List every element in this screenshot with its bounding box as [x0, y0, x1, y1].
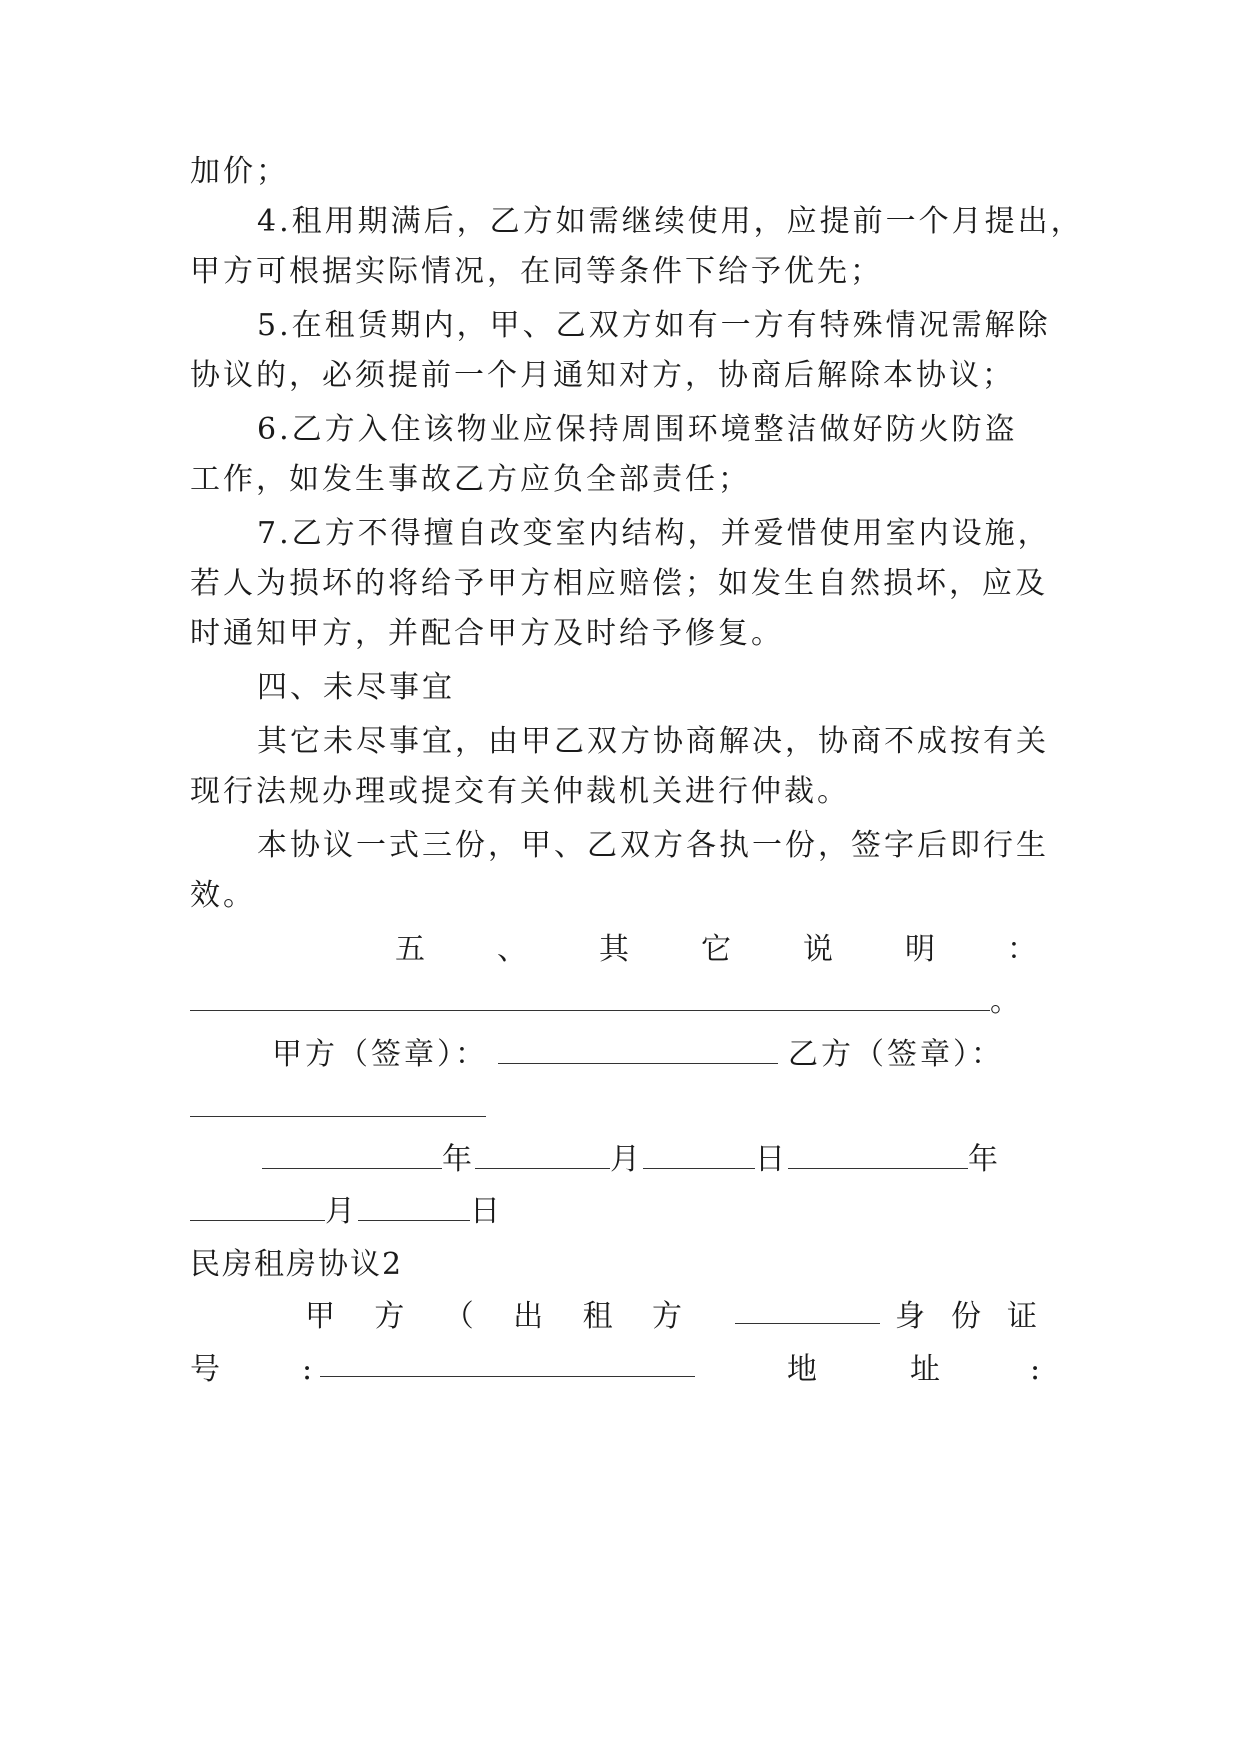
text-line: 本协议一式三份，甲、乙双方各执一份，签字后即行生 — [257, 828, 1049, 863]
lessor-char: 方 — [651, 1299, 685, 1334]
text-line: 协议的，必须提前一个月通知对方，协商后解除本协议； — [190, 358, 1015, 393]
notes-char: 五 — [395, 932, 428, 967]
lessor-char: 租 — [582, 1299, 616, 1334]
lessor-line — [305, 1297, 1040, 1337]
year-label: 年 — [968, 1142, 1001, 1177]
colon: : — [1030, 1352, 1044, 1387]
year-blank — [262, 1142, 442, 1169]
id-number-blank — [320, 1350, 695, 1377]
blank-rule — [190, 984, 990, 1011]
text-line: 加价； — [190, 154, 289, 189]
signature-line — [272, 1035, 1052, 1075]
lessor-name-blank — [735, 1297, 880, 1324]
month-blank — [190, 1194, 325, 1221]
clause-4-line: 4.租用期满后，乙方如需继续使用，应提前一个月提出， — [257, 204, 1084, 239]
notes-char: 其 — [599, 932, 632, 967]
lessor-char: 出 — [513, 1299, 547, 1334]
text-line: 若人为损坏的将给予甲方相应赔偿；如发生自然损坏，应及 — [190, 566, 1048, 601]
party-a-signature-blank — [498, 1037, 778, 1064]
id-card-char: 身 — [895, 1299, 928, 1334]
month-label: 月 — [610, 1142, 643, 1177]
period: 。 — [990, 984, 1023, 1019]
notes-char: 说 — [803, 932, 836, 967]
notes-char: 它 — [701, 932, 734, 967]
year-blank — [788, 1142, 968, 1169]
party-b-signature-blank — [190, 1090, 486, 1117]
section-heading: 四、未尽事宜 — [257, 670, 455, 705]
text-line: 现行法规办理或提交有关仲裁机关进行仲裁。 — [190, 774, 850, 809]
address-char: 地 — [787, 1352, 820, 1387]
notes-char: ： — [1007, 932, 1040, 967]
lessor-char: （ — [443, 1299, 477, 1334]
lessor-char: 方 — [374, 1299, 408, 1334]
text-line: 其它未尽事宜，由甲乙双方协商解决，协商不成按有关 — [257, 724, 1049, 759]
text-line: 甲方可根据实际情况，在同等条件下给予优先； — [190, 254, 883, 289]
day-label: 日 — [755, 1142, 788, 1177]
day-blank — [358, 1194, 470, 1221]
other-notes-blank — [190, 982, 1050, 1022]
id-card-char: 份 — [951, 1299, 984, 1334]
party-b-signature-label: 乙方（签章）： — [788, 1037, 1004, 1072]
party-b-signature-blank-line — [190, 1088, 1050, 1128]
address-char: 址 — [910, 1352, 943, 1387]
id-card-char: 证 — [1007, 1299, 1040, 1334]
document-title: 民房租房协议2 — [190, 1247, 404, 1282]
colon: : — [302, 1352, 316, 1387]
year-label: 年 — [442, 1142, 475, 1177]
other-notes-heading — [395, 930, 1040, 970]
notes-char: 、 — [497, 932, 530, 967]
notes-char: 明 — [905, 932, 938, 967]
text-line: 效。 — [190, 878, 256, 913]
month-label: 月 — [325, 1194, 358, 1229]
day-label: 日 — [470, 1194, 503, 1229]
id-number-label: 号 — [190, 1352, 223, 1387]
month-blank — [475, 1142, 610, 1169]
clause-6-line: 6.乙方入住该物业应保持周围环境整洁做好防火防盗 — [257, 412, 1018, 447]
date-line-continued — [190, 1192, 1050, 1232]
text-line: 工作，如发生事故乙方应负全部责任； — [190, 462, 751, 497]
clause-5-line: 5.在租赁期内，甲、乙双方如有一方有特殊情况需解除 — [257, 308, 1051, 343]
clause-7-line: 7.乙方不得擅自改变室内结构，并爱惜使用室内设施， — [257, 516, 1051, 551]
lessor-char: 甲 — [305, 1299, 338, 1334]
day-blank — [643, 1142, 755, 1169]
text-line: 时通知甲方，并配合甲方及时给予修复。 — [190, 616, 784, 651]
date-line — [262, 1140, 1052, 1180]
party-a-signature-label: 甲方（签章）： — [272, 1037, 488, 1072]
